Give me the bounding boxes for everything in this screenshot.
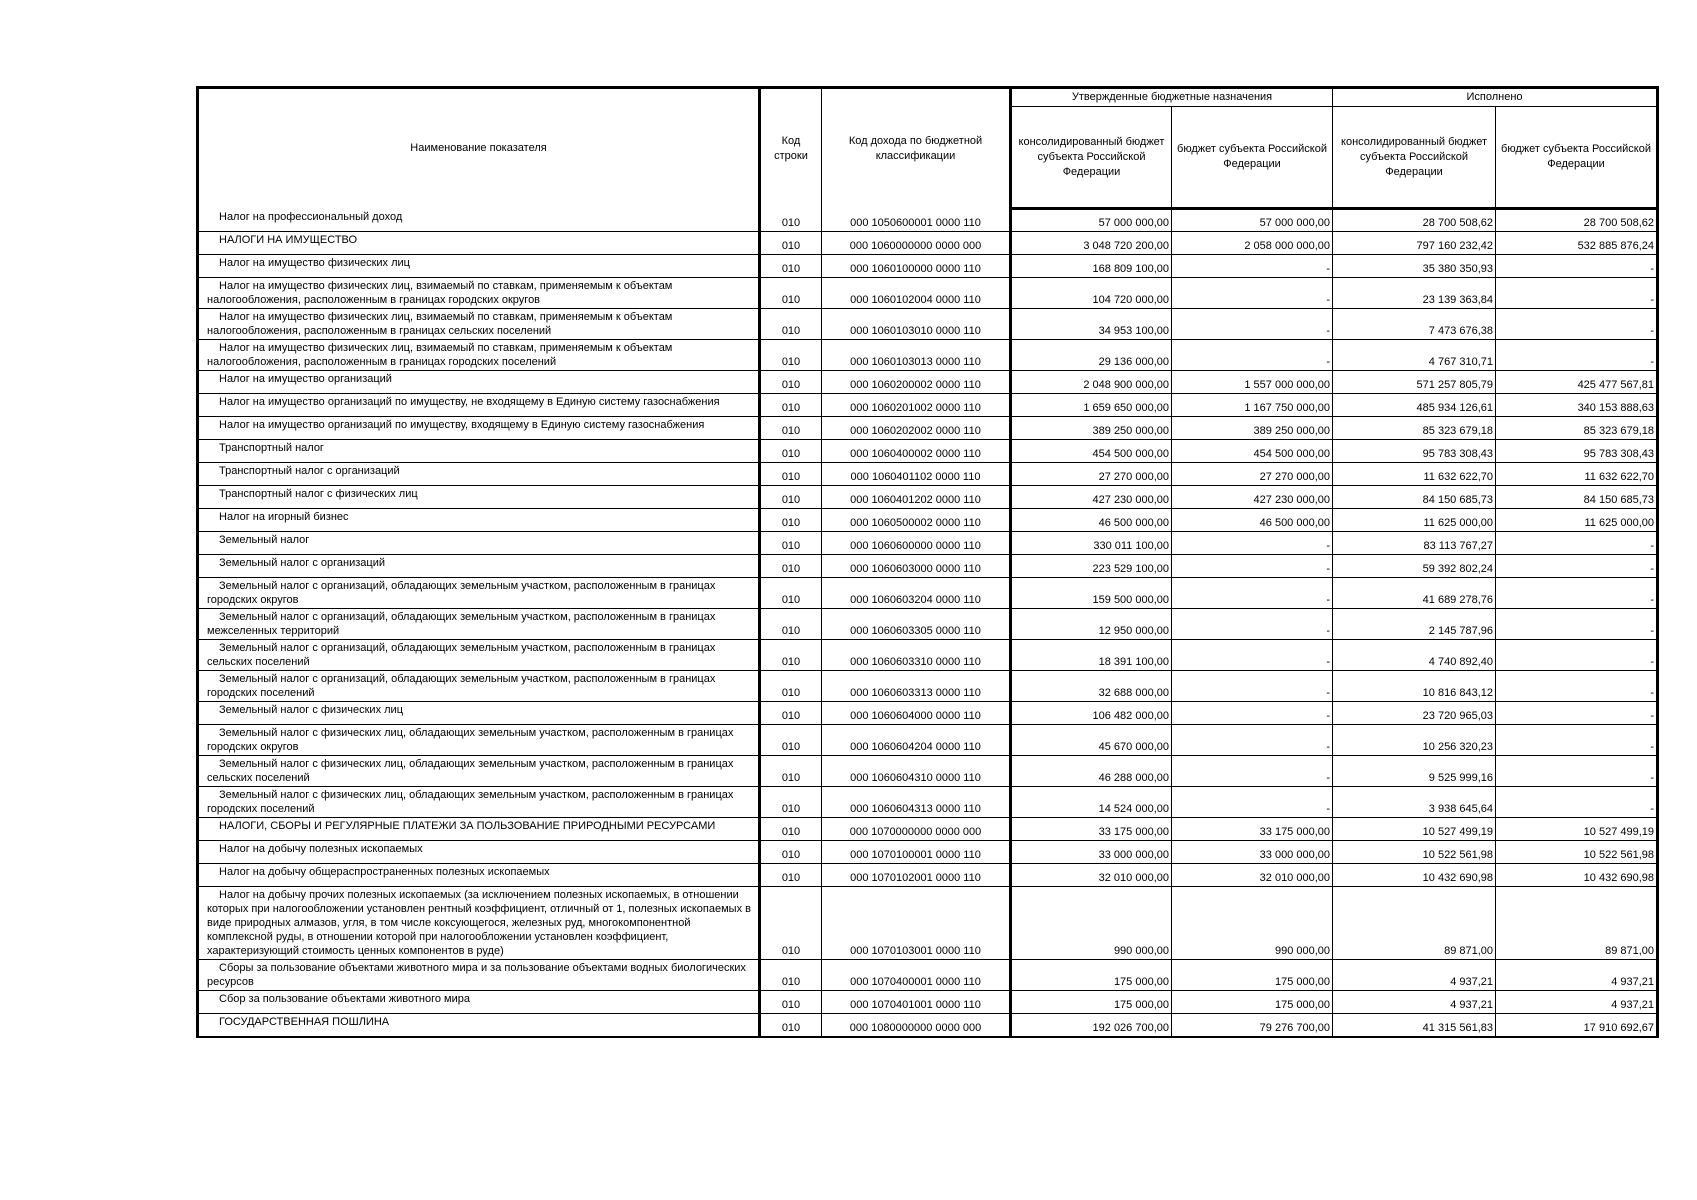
row-line-code: 010 bbox=[760, 640, 822, 671]
row-executed-subject: - bbox=[1496, 787, 1658, 818]
row-income-code: 000 1070000000 0000 000 bbox=[822, 818, 1011, 841]
header-executed-subject: бюджет субъекта Российской Федерации bbox=[1496, 107, 1658, 209]
row-executed-subject: 340 153 888,63 bbox=[1496, 394, 1658, 417]
row-name-text: Сбор за пользование объектами животного мира bbox=[219, 993, 470, 1005]
row-approved-subject: - bbox=[1172, 640, 1333, 671]
row-income-code: 000 1060603000 0000 110 bbox=[822, 555, 1011, 578]
row-line-code: 010 bbox=[760, 440, 822, 463]
row-executed-consolidated: 11 632 622,70 bbox=[1333, 463, 1496, 486]
row-executed-subject: 11 632 622,70 bbox=[1496, 463, 1658, 486]
row-executed-subject: - bbox=[1496, 640, 1658, 671]
row-executed-subject: 17 910 692,67 bbox=[1496, 1014, 1658, 1038]
row-approved-consolidated: 33 000 000,00 bbox=[1011, 841, 1172, 864]
row-name-text: Налог на имущество физических лиц, взимаемый по ставкам, применяемым к объектам налогообложения, расположенным в границах сельских поселений bbox=[207, 311, 673, 337]
row-approved-consolidated: 12 950 000,00 bbox=[1011, 609, 1172, 640]
row-name bbox=[198, 486, 760, 509]
row-executed-consolidated: 10 522 561,98 bbox=[1333, 841, 1496, 864]
row-name bbox=[198, 725, 760, 756]
row-approved-subject: 454 500 000,00 bbox=[1172, 440, 1333, 463]
row-name-text: Налог на профессиональный доход bbox=[219, 210, 403, 223]
row-executed-consolidated: 35 380 350,93 bbox=[1333, 255, 1496, 278]
row-executed-subject: 10 522 561,98 bbox=[1496, 841, 1658, 864]
row-name bbox=[198, 756, 760, 787]
row-income-code: 000 1060200002 0000 110 bbox=[822, 371, 1011, 394]
row-income-code: 000 1060603204 0000 110 bbox=[822, 578, 1011, 609]
row-approved-subject: 57 000 000,00 bbox=[1172, 209, 1333, 232]
row-income-code: 000 1060103010 0000 110 bbox=[822, 309, 1011, 340]
row-approved-consolidated: 1 659 650 000,00 bbox=[1011, 394, 1172, 417]
row-executed-consolidated: 571 257 805,79 bbox=[1333, 371, 1496, 394]
row-income-code: 000 1060500002 0000 110 bbox=[822, 509, 1011, 532]
row-income-code: 000 1060604313 0000 110 bbox=[822, 787, 1011, 818]
row-executed-consolidated: 11 625 000,00 bbox=[1333, 509, 1496, 532]
row-executed-subject: - bbox=[1496, 340, 1658, 371]
row-name bbox=[198, 463, 760, 486]
row-approved-consolidated: 427 230 000,00 bbox=[1011, 486, 1172, 509]
table-row bbox=[198, 756, 1658, 787]
row-income-code: 000 1070103001 0000 110 bbox=[822, 887, 1011, 960]
row-approved-subject: - bbox=[1172, 255, 1333, 278]
table-row bbox=[198, 278, 1658, 309]
row-income-code: 000 1060202002 0000 110 bbox=[822, 417, 1011, 440]
row-name bbox=[198, 887, 760, 960]
row-approved-consolidated: 389 250 000,00 bbox=[1011, 417, 1172, 440]
income-table bbox=[196, 86, 1659, 1038]
row-income-code: 000 1060600000 0000 110 bbox=[822, 532, 1011, 555]
row-executed-consolidated: 3 938 645,64 bbox=[1333, 787, 1496, 818]
row-name-text: Налог на имущество организаций по имуществу, входящему в Единую систему газоснабжения bbox=[219, 419, 705, 431]
row-line-code: 010 bbox=[760, 818, 822, 841]
row-income-code: 000 1070102001 0000 110 bbox=[822, 864, 1011, 887]
row-line-code: 010 bbox=[760, 278, 822, 309]
row-executed-consolidated: 85 323 679,18 bbox=[1333, 417, 1496, 440]
row-executed-consolidated: 2 145 787,96 bbox=[1333, 609, 1496, 640]
row-approved-consolidated: 29 136 000,00 bbox=[1011, 340, 1172, 371]
row-approved-subject: 427 230 000,00 bbox=[1172, 486, 1333, 509]
row-approved-subject: 1 167 750 000,00 bbox=[1172, 394, 1333, 417]
row-approved-subject: 33 175 000,00 bbox=[1172, 818, 1333, 841]
row-approved-subject: 389 250 000,00 bbox=[1172, 417, 1333, 440]
row-executed-subject: - bbox=[1496, 555, 1658, 578]
row-approved-consolidated: 14 524 000,00 bbox=[1011, 787, 1172, 818]
table-row bbox=[198, 394, 1658, 417]
row-approved-consolidated: 2 048 900 000,00 bbox=[1011, 371, 1172, 394]
row-name bbox=[198, 702, 760, 725]
table-body bbox=[198, 209, 1658, 1038]
table-row bbox=[198, 340, 1658, 371]
row-income-code: 000 1060401102 0000 110 bbox=[822, 463, 1011, 486]
row-name-text: Земельный налог с физических лиц bbox=[219, 704, 403, 716]
row-approved-consolidated: 159 500 000,00 bbox=[1011, 578, 1172, 609]
table-row bbox=[198, 371, 1658, 394]
row-income-code: 000 1060603310 0000 110 bbox=[822, 640, 1011, 671]
row-approved-consolidated: 168 809 100,00 bbox=[1011, 255, 1172, 278]
row-line-code: 010 bbox=[760, 509, 822, 532]
header-income-code: Код дохода по бюджетной классификации bbox=[822, 88, 1011, 209]
row-executed-subject: 4 937,21 bbox=[1496, 991, 1658, 1014]
row-income-code: 000 1060603305 0000 110 bbox=[822, 609, 1011, 640]
row-name-text: Налог на добычу прочих полезных ископаемых (за исключением полезных ископаемых, в отношении которых при налогообложении установлен рентный коэффициент, отличный от 1, полезных ископаемых в виде природных алмазов, угля, в том числе коксующегося, железных руд, многокомпонентной комплексной руды, в отношении которой при налогообложении установлен коэффициент, характеризующий стоимость ценных компонентов в руде) bbox=[207, 889, 751, 957]
table-row bbox=[198, 960, 1658, 991]
row-income-code: 000 1060603313 0000 110 bbox=[822, 671, 1011, 702]
row-executed-subject: 532 885 876,24 bbox=[1496, 232, 1658, 255]
row-approved-subject: 1 557 000 000,00 bbox=[1172, 371, 1333, 394]
row-approved-consolidated: 32 688 000,00 bbox=[1011, 671, 1172, 702]
row-income-code: 000 1080000000 0000 000 bbox=[822, 1014, 1011, 1038]
row-income-code: 000 1070400001 0000 110 bbox=[822, 960, 1011, 991]
row-executed-subject: 11 625 000,00 bbox=[1496, 509, 1658, 532]
row-line-code: 010 bbox=[760, 864, 822, 887]
row-name bbox=[198, 578, 760, 609]
row-approved-subject: 990 000,00 bbox=[1172, 887, 1333, 960]
row-executed-consolidated: 41 315 561,83 bbox=[1333, 1014, 1496, 1038]
row-line-code: 010 bbox=[760, 756, 822, 787]
row-executed-consolidated: 9 525 999,16 bbox=[1333, 756, 1496, 787]
row-income-code: 000 1070401001 0000 110 bbox=[822, 991, 1011, 1014]
table-row bbox=[198, 417, 1658, 440]
table-row bbox=[198, 232, 1658, 255]
table-row bbox=[198, 725, 1658, 756]
table-row bbox=[198, 209, 1658, 232]
row-name bbox=[198, 509, 760, 532]
row-income-code: 000 1060000000 0000 000 bbox=[822, 232, 1011, 255]
row-income-code: 000 1060201002 0000 110 bbox=[822, 394, 1011, 417]
row-line-code: 010 bbox=[760, 725, 822, 756]
row-approved-subject: - bbox=[1172, 702, 1333, 725]
row-approved-subject: - bbox=[1172, 578, 1333, 609]
row-approved-consolidated: 104 720 000,00 bbox=[1011, 278, 1172, 309]
row-approved-subject: 33 000 000,00 bbox=[1172, 841, 1333, 864]
row-approved-subject: 46 500 000,00 bbox=[1172, 509, 1333, 532]
row-line-code: 010 bbox=[760, 371, 822, 394]
row-name bbox=[198, 278, 760, 309]
row-income-code: 000 1060604000 0000 110 bbox=[822, 702, 1011, 725]
row-income-code: 000 1070100001 0000 110 bbox=[822, 841, 1011, 864]
row-line-code: 010 bbox=[760, 309, 822, 340]
row-executed-subject: 28 700 508,62 bbox=[1496, 209, 1658, 232]
row-name-text: Налог на добычу общераспространенных полезных ископаемых bbox=[219, 866, 550, 878]
row-executed-subject: 4 937,21 bbox=[1496, 960, 1658, 991]
row-name-text: Земельный налог с организаций, обладающих земельным участком, расположенным в границах городских округов bbox=[207, 580, 716, 606]
row-approved-consolidated: 46 288 000,00 bbox=[1011, 756, 1172, 787]
row-approved-subject: - bbox=[1172, 278, 1333, 309]
row-name-text: Налог на имущество физических лиц, взимаемый по ставкам, применяемым к объектам налогообложения, расположенным в границах городских поселений bbox=[207, 342, 673, 368]
row-line-code: 010 bbox=[760, 671, 822, 702]
table-row bbox=[198, 864, 1658, 887]
row-line-code: 010 bbox=[760, 486, 822, 509]
row-name-text: Налог на имущество физических лиц bbox=[219, 257, 410, 269]
row-approved-subject: - bbox=[1172, 787, 1333, 818]
row-approved-consolidated: 106 482 000,00 bbox=[1011, 702, 1172, 725]
row-executed-consolidated: 4 937,21 bbox=[1333, 960, 1496, 991]
table-row bbox=[198, 440, 1658, 463]
row-executed-consolidated: 83 113 767,27 bbox=[1333, 532, 1496, 555]
row-line-code: 010 bbox=[760, 255, 822, 278]
row-executed-subject: - bbox=[1496, 609, 1658, 640]
row-approved-consolidated: 57 000 000,00 bbox=[1011, 209, 1172, 232]
row-approved-consolidated: 175 000,00 bbox=[1011, 960, 1172, 991]
row-executed-consolidated: 10 816 843,12 bbox=[1333, 671, 1496, 702]
row-income-code: 000 1060604310 0000 110 bbox=[822, 756, 1011, 787]
row-line-code: 010 bbox=[760, 394, 822, 417]
row-executed-consolidated: 23 139 363,84 bbox=[1333, 278, 1496, 309]
header-name: Наименование показателя bbox=[198, 88, 760, 209]
header-line-code: Код строки bbox=[760, 88, 822, 209]
row-name-text: Налог на добычу полезных ископаемых bbox=[219, 843, 423, 855]
row-approved-subject: 27 270 000,00 bbox=[1172, 463, 1333, 486]
row-name-text: Налог на имущество организаций bbox=[219, 373, 392, 385]
row-line-code: 010 bbox=[760, 960, 822, 991]
table-row bbox=[198, 578, 1658, 609]
row-executed-consolidated: 4 740 892,40 bbox=[1333, 640, 1496, 671]
row-executed-subject: - bbox=[1496, 255, 1658, 278]
row-name-text: Налог на имущество организаций по имуществу, не входящему в Единую систему газоснабжения bbox=[219, 396, 720, 408]
row-line-code: 010 bbox=[760, 841, 822, 864]
row-executed-consolidated: 59 392 802,24 bbox=[1333, 555, 1496, 578]
row-income-code: 000 1050600001 0000 110 bbox=[822, 209, 1011, 232]
row-executed-subject: 10 432 690,98 bbox=[1496, 864, 1658, 887]
row-name-text: Налог на игорный бизнес bbox=[219, 511, 349, 523]
row-approved-subject: - bbox=[1172, 756, 1333, 787]
row-executed-subject: 85 323 679,18 bbox=[1496, 417, 1658, 440]
row-executed-consolidated: 28 700 508,62 bbox=[1333, 209, 1496, 232]
row-line-code: 010 bbox=[760, 532, 822, 555]
row-executed-subject: - bbox=[1496, 671, 1658, 702]
row-name-text: Транспортный налог с физических лиц bbox=[219, 488, 418, 500]
row-executed-consolidated: 41 689 278,76 bbox=[1333, 578, 1496, 609]
row-approved-consolidated: 27 270 000,00 bbox=[1011, 463, 1172, 486]
row-income-code: 000 1060100000 0000 110 bbox=[822, 255, 1011, 278]
row-line-code: 010 bbox=[760, 991, 822, 1014]
row-approved-consolidated: 46 500 000,00 bbox=[1011, 509, 1172, 532]
row-name bbox=[198, 864, 760, 887]
row-income-code: 000 1060103013 0000 110 bbox=[822, 340, 1011, 371]
row-executed-consolidated: 89 871,00 bbox=[1333, 887, 1496, 960]
row-executed-consolidated: 485 934 126,61 bbox=[1333, 394, 1496, 417]
row-name bbox=[198, 1014, 760, 1038]
row-name-text: НАЛОГИ НА ИМУЩЕСТВО bbox=[219, 234, 358, 246]
row-approved-subject: - bbox=[1172, 309, 1333, 340]
table-row bbox=[198, 787, 1658, 818]
row-line-code: 010 bbox=[760, 578, 822, 609]
row-executed-consolidated: 10 256 320,23 bbox=[1333, 725, 1496, 756]
row-executed-subject: - bbox=[1496, 756, 1658, 787]
row-executed-consolidated: 7 473 676,38 bbox=[1333, 309, 1496, 340]
row-approved-subject: 32 010 000,00 bbox=[1172, 864, 1333, 887]
row-executed-subject: 10 527 499,19 bbox=[1496, 818, 1658, 841]
row-name bbox=[198, 609, 760, 640]
row-approved-subject: - bbox=[1172, 609, 1333, 640]
row-line-code: 010 bbox=[760, 1014, 822, 1038]
header-approved-consolidated: консолидированный бюджет субъекта Российской Федерации bbox=[1011, 107, 1172, 209]
row-income-code: 000 1060401202 0000 110 bbox=[822, 486, 1011, 509]
table-row bbox=[198, 1014, 1658, 1038]
row-executed-consolidated: 4 767 310,71 bbox=[1333, 340, 1496, 371]
header-executed-consolidated: консолидированный бюджет субъекта Российской Федерации bbox=[1333, 107, 1496, 209]
row-name-text: Транспортный налог с организаций bbox=[219, 465, 400, 477]
row-line-code: 010 bbox=[760, 232, 822, 255]
row-approved-consolidated: 45 670 000,00 bbox=[1011, 725, 1172, 756]
row-income-code: 000 1060604204 0000 110 bbox=[822, 725, 1011, 756]
row-name bbox=[198, 671, 760, 702]
table-row bbox=[198, 991, 1658, 1014]
table-row bbox=[198, 309, 1658, 340]
row-line-code: 010 bbox=[760, 417, 822, 440]
row-name bbox=[198, 555, 760, 578]
row-approved-consolidated: 990 000,00 bbox=[1011, 887, 1172, 960]
row-name bbox=[198, 991, 760, 1014]
row-approved-consolidated: 175 000,00 bbox=[1011, 991, 1172, 1014]
row-name-text: Земельный налог с физических лиц, обладающих земельным участком, расположенным в границах городских поселений bbox=[207, 789, 734, 815]
row-executed-subject: 84 150 685,73 bbox=[1496, 486, 1658, 509]
row-name-text: Налог на имущество физических лиц, взимаемый по ставкам, применяемым к объектам налогообложения, расположенным в границах городских округов bbox=[207, 280, 673, 306]
row-income-code: 000 1060400002 0000 110 bbox=[822, 440, 1011, 463]
row-executed-consolidated: 23 720 965,03 bbox=[1333, 702, 1496, 725]
table-row bbox=[198, 818, 1658, 841]
table-row bbox=[198, 255, 1658, 278]
table-row bbox=[198, 702, 1658, 725]
row-executed-consolidated: 4 937,21 bbox=[1333, 991, 1496, 1014]
row-executed-subject: - bbox=[1496, 725, 1658, 756]
row-name-text: Земельный налог с организаций, обладающих земельным участком, расположенным в границах межселенных территорий bbox=[207, 611, 716, 637]
row-approved-consolidated: 3 048 720 200,00 bbox=[1011, 232, 1172, 255]
row-approved-consolidated: 32 010 000,00 bbox=[1011, 864, 1172, 887]
table-row bbox=[198, 887, 1658, 960]
row-executed-subject: 95 783 308,43 bbox=[1496, 440, 1658, 463]
row-name bbox=[198, 960, 760, 991]
row-executed-consolidated: 95 783 308,43 bbox=[1333, 440, 1496, 463]
row-name-text: Сборы за пользование объектами животного мира и за пользование объектами водных биологических ресурсов bbox=[207, 962, 746, 988]
table-row bbox=[198, 555, 1658, 578]
row-name-text: Земельный налог с организаций, обладающих земельным участком, расположенным в границах городских поселений bbox=[207, 673, 716, 699]
row-approved-consolidated: 330 011 100,00 bbox=[1011, 532, 1172, 555]
row-name bbox=[198, 232, 760, 255]
header-approved-subject: бюджет субъекта Российской Федерации bbox=[1172, 107, 1333, 209]
row-name bbox=[198, 309, 760, 340]
row-name-text: Земельный налог bbox=[219, 534, 310, 546]
row-approved-subject: - bbox=[1172, 725, 1333, 756]
row-approved-consolidated: 454 500 000,00 bbox=[1011, 440, 1172, 463]
row-name bbox=[198, 440, 760, 463]
row-approved-subject: 79 276 700,00 bbox=[1172, 1014, 1333, 1038]
table-row bbox=[198, 609, 1658, 640]
row-approved-consolidated: 33 175 000,00 bbox=[1011, 818, 1172, 841]
row-executed-subject: - bbox=[1496, 278, 1658, 309]
table-row bbox=[198, 509, 1658, 532]
row-executed-subject: - bbox=[1496, 702, 1658, 725]
row-executed-subject: - bbox=[1496, 578, 1658, 609]
row-line-code: 010 bbox=[760, 209, 822, 232]
row-name bbox=[198, 841, 760, 864]
row-executed-consolidated: 797 160 232,42 bbox=[1333, 232, 1496, 255]
row-approved-subject: - bbox=[1172, 671, 1333, 702]
row-name bbox=[198, 394, 760, 417]
row-line-code: 010 bbox=[760, 340, 822, 371]
row-name bbox=[198, 417, 760, 440]
row-line-code: 010 bbox=[760, 702, 822, 725]
row-approved-consolidated: 192 026 700,00 bbox=[1011, 1014, 1172, 1038]
row-approved-consolidated: 34 953 100,00 bbox=[1011, 309, 1172, 340]
row-approved-subject: - bbox=[1172, 555, 1333, 578]
row-approved-subject: 175 000,00 bbox=[1172, 960, 1333, 991]
row-executed-consolidated: 10 527 499,19 bbox=[1333, 818, 1496, 841]
row-name-text: Земельный налог с физических лиц, обладающих земельным участком, расположенным в границах сельских поселений bbox=[207, 758, 734, 784]
row-approved-subject: 175 000,00 bbox=[1172, 991, 1333, 1014]
row-executed-subject: - bbox=[1496, 309, 1658, 340]
row-name-text: НАЛОГИ, СБОРЫ И РЕГУЛЯРНЫЕ ПЛАТЕЖИ ЗА ПОЛЬЗОВАНИЕ ПРИРОДНЫМИ РЕСУРСАМИ bbox=[219, 820, 716, 832]
row-name-text: Земельный налог с организаций, обладающих земельным участком, расположенным в границах сельских поселений bbox=[207, 642, 716, 668]
row-name-text: Земельный налог с организаций bbox=[219, 557, 385, 569]
row-approved-subject: - bbox=[1172, 340, 1333, 371]
row-name bbox=[198, 787, 760, 818]
row-name-text: Транспортный налог bbox=[219, 442, 324, 454]
header-approved-group: Утвержденные бюджетные назначения bbox=[1011, 88, 1333, 107]
row-line-code: 010 bbox=[760, 463, 822, 486]
row-line-code: 010 bbox=[760, 887, 822, 960]
table-row bbox=[198, 486, 1658, 509]
row-name bbox=[198, 818, 760, 841]
table-row bbox=[198, 671, 1658, 702]
row-approved-consolidated: 223 529 100,00 bbox=[1011, 555, 1172, 578]
row-name-text: Земельный налог с физических лиц, обладающих земельным участком, расположенным в границах городских округов bbox=[207, 727, 734, 753]
row-executed-subject: 425 477 567,81 bbox=[1496, 371, 1658, 394]
table-row bbox=[198, 532, 1658, 555]
row-executed-consolidated: 84 150 685,73 bbox=[1333, 486, 1496, 509]
row-approved-consolidated: 18 391 100,00 bbox=[1011, 640, 1172, 671]
row-name bbox=[198, 371, 760, 394]
header-executed-group: Исполнено bbox=[1333, 88, 1658, 107]
row-executed-consolidated: 10 432 690,98 bbox=[1333, 864, 1496, 887]
row-executed-subject: - bbox=[1496, 532, 1658, 555]
row-approved-subject: 2 058 000 000,00 bbox=[1172, 232, 1333, 255]
row-line-code: 010 bbox=[760, 555, 822, 578]
row-name bbox=[198, 532, 760, 555]
table-row bbox=[198, 463, 1658, 486]
table-row bbox=[198, 640, 1658, 671]
row-executed-subject: 89 871,00 bbox=[1496, 887, 1658, 960]
row-name bbox=[198, 640, 760, 671]
row-name bbox=[198, 255, 760, 278]
row-line-code: 010 bbox=[760, 609, 822, 640]
row-income-code: 000 1060102004 0000 110 bbox=[822, 278, 1011, 309]
row-line-code: 010 bbox=[760, 787, 822, 818]
table-row bbox=[198, 841, 1658, 864]
row-name bbox=[198, 209, 760, 232]
budget-execution-report bbox=[196, 86, 1656, 1038]
row-name-text: ГОСУДАРСТВЕННАЯ ПОШЛИНА bbox=[219, 1016, 390, 1028]
row-approved-subject: - bbox=[1172, 532, 1333, 555]
row-name bbox=[198, 340, 760, 371]
